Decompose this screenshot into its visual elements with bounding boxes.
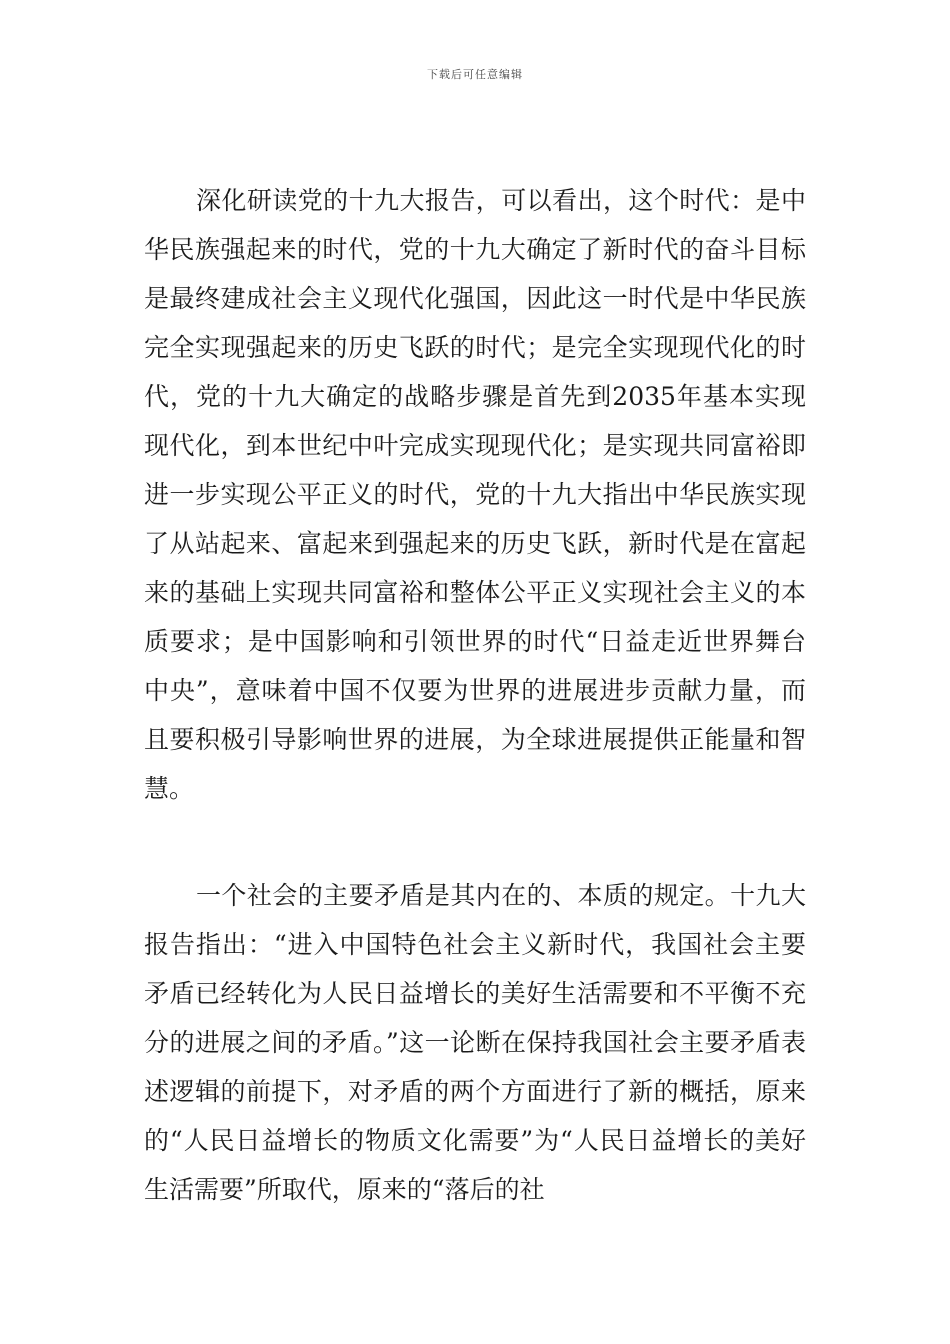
body-paragraph-2: 一个社会的主要矛盾是其内在的、本质的规定。十九大报告指出：“进入中国特色社会主义新时代，我国社会主要矛盾已经转化为人民日益增长的美好生活需要和不平衡不充分的进展之间的矛盾。”这一论断在保持我国社会主要矛盾表述逻辑的前提下，对矛盾的两个方面进行了新的概括，原来的“人民日益增长的物质文化需要”为“人民日益增长的美好生活需要”所取代，原来的“落后的社: [144, 881, 806, 1204]
body-paragraph-1: 深化研读党的十九大报告，可以看出，这个时代：是中华民族强起来的时代，党的十九大确定了新时代的奋斗目标是最终建成社会主义现代化强国，因此这一时代是中华民族完全实现强起来的历史飞跃的时代；是完全实现现代化的时代，党的十九大确定的战略步骤是首先到2035年基本实现现代化，到本世纪中叶完成实现现代化；是实现共同富裕即进一步实现公平正义的时代，党的十九大指出中华民族实现了从站起来、富起来到强起来的历史飞跃，新时代是在富起来的基础上实现共同富裕和整体公平正义实现社会主义的本质要求；是中国影响和引领世界的时代“日益走近世界舞台中央”，意味着中国不仅要为世界的进展进步贡献力量，而且要积极引导影响世界的进展，为全球进展提供正能量和智慧。: [144, 186, 806, 803]
page-header-note: 下载后可任意编辑: [427, 68, 523, 81]
